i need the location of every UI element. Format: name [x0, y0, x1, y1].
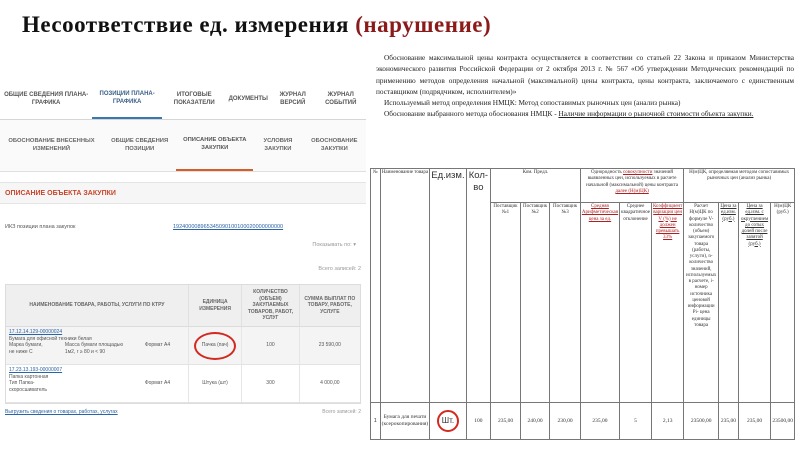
- sum-cell: 4 000,00: [320, 380, 340, 387]
- item-attr: Масса бумаги площадью 1м2, г ≥ 80 и < 90: [64, 342, 124, 355]
- qty-cell: 300: [242, 365, 299, 402]
- subheader-price-rounded: Цена за ед.изм. с округлением до сотых долей после запятой (руб.): [738, 203, 771, 403]
- header-qty: Кол-во: [466, 169, 491, 403]
- unit-value: Пачка (пач): [201, 342, 229, 349]
- section-title: ОПИСАНИЕ ОБЪЕКТА ЗАКУПКИ: [0, 182, 366, 204]
- row-unit: Шт.: [441, 416, 455, 425]
- column-header-qty: КОЛИЧЕСТВО (ОБЪЕМ) ЗАКУПАЕМЫХ ТОВАРОВ, РАБОТ, УСЛУГ: [242, 285, 299, 326]
- table-row[interactable]: [6, 327, 360, 365]
- export-items-link[interactable]: Выгрузить сведения о товарах, работах, услугах: [5, 409, 118, 415]
- row-variation: 2,13: [651, 403, 683, 440]
- plan-tabs: [0, 80, 366, 120]
- ikz-label: ИКЗ позиции плана закупок: [5, 224, 76, 230]
- row-qty: 100: [466, 403, 491, 440]
- chevron-down-icon: ▾: [353, 242, 356, 248]
- item-name-cell: [6, 365, 189, 402]
- method-paragraph: Используемый метод определения НМЦК: Метод сопоставимых рыночных цен (анализ рынка): [384, 98, 681, 108]
- row-unit-cell: [430, 403, 466, 440]
- item-name: Бумага для офисной техники белая: [9, 335, 92, 342]
- header-no: №: [371, 169, 381, 403]
- nmck-table: [370, 168, 795, 440]
- header-offers: Ком. Предл.: [491, 169, 581, 203]
- subheader-average: Средняя Арифметическая цена за ед.: [580, 203, 619, 403]
- table-row[interactable]: [6, 365, 360, 403]
- position-subtabs: [0, 120, 366, 172]
- highlight-circle: [437, 410, 459, 432]
- row-calc: 23500,00: [684, 403, 719, 440]
- ikz-link[interactable]: 192400008965345090100100020000000000: [173, 224, 284, 230]
- subheader-total: Н(м)ЦК (руб.): [771, 203, 795, 403]
- subtab-purchase-justification[interactable]: ОБОСНОВАНИЕ ЗАКУПКИ: [311, 137, 358, 152]
- tab-plan-positions[interactable]: ПОЗИЦИИ ПЛАНА-ГРАФИКА: [92, 80, 162, 119]
- header-uniformity: [580, 169, 683, 203]
- method-reason-paragraph: [376, 108, 794, 119]
- ktru-code-link[interactable]: 17.23.13.193-00000007: [9, 367, 63, 373]
- purchase-items-table: [5, 284, 361, 404]
- ktru-code-link[interactable]: 17.12.14.129-00000024: [9, 329, 63, 335]
- highlight-circle: [194, 332, 236, 360]
- row-std-dev: 5: [620, 403, 652, 440]
- slide-title-main: Несоответствие ед. измерения: [22, 12, 349, 37]
- subtab-position-info[interactable]: ОБЩИЕ СВЕДЕНИЯ ПОЗИЦИИ: [111, 137, 169, 152]
- unit-cell: Штука (шт): [189, 365, 242, 402]
- ikz-row: [0, 218, 366, 236]
- table-row: [371, 403, 795, 440]
- table-header-row: [371, 169, 795, 203]
- item-attributes: [9, 380, 185, 393]
- column-header-name: НАИМЕНОВАНИЕ ТОВАРА, РАБОТЫ, УСЛУГИ ПО КТРУ: [6, 285, 189, 326]
- row-supplier-3: 230,00: [550, 403, 580, 440]
- row-price: 235,00: [719, 403, 739, 440]
- column-header-sum: СУММА ВЫПЛАТ ПО ТОВАРУ, РАБОТЕ, УСЛУГЕ: [304, 295, 356, 315]
- table-header: [6, 285, 360, 327]
- tab-totals[interactable]: ИТОГОВЫЕ ПОКАЗАТЕЛИ: [173, 92, 215, 106]
- bottom-records-count: Всего записей: 2: [322, 409, 361, 415]
- item-attributes: [9, 342, 185, 355]
- subheader-supplier-3: Поставщик №3: [550, 203, 580, 403]
- header-uniformity-end: далее (Н(м)ЦК): [615, 188, 649, 194]
- subheader-calc: Расчет Н(м)ЦК по формуле V- количество (объем) закупаемого товара (работы, услуги), n- количество значений, используемых в расчете, i- номер источника ценовой информации Pi- цена единицы товара: [684, 203, 719, 403]
- row-name: Бумага для печати (ксерокопирования): [380, 403, 430, 440]
- page-size-selector[interactable]: [0, 242, 366, 254]
- page-size-label: Показывать по:: [312, 242, 352, 248]
- unit-cell: [189, 327, 242, 364]
- subheader-variation: Коэффициент вариации цен V (%) не должен превышать 33%: [651, 203, 683, 403]
- row-total: 23500,00: [771, 403, 795, 440]
- row-supplier-2: 240,00: [520, 403, 550, 440]
- item-attr: Тип Папка-скоросшиватель: [9, 380, 48, 393]
- row-average: 235,00: [580, 403, 619, 440]
- item-attr: Формат А4: [144, 342, 171, 348]
- justification-text: [376, 52, 794, 120]
- row-price-rounded: 235,00: [738, 403, 771, 440]
- method-reason-prefix: Обоснование выбранного метода обоснования НМЦК -: [384, 109, 559, 119]
- slide-title-paren: (нарушение): [355, 12, 492, 37]
- tab-version-log[interactable]: ЖУРНАЛ ВЕРСИЙ: [279, 92, 306, 106]
- slide-title: [22, 12, 491, 38]
- justification-paragraph: Обоснование максимальной цены контракта осуществляется в соответствии со статьей 22 Закона и приказом Министерства экономического развития Российской Федерации от 2 октября 2013 г. № 567 «Об утверждении Методических рекомендаций по применению методов определения начальной (максимальной) цены контракта, цены контракта, заключаемого с единственным поставщиком (подрядчиком, исполнителем)»: [376, 53, 794, 96]
- subtab-purchase-conditions[interactable]: УСЛОВИЯ ЗАКУПКИ: [263, 137, 293, 152]
- item-name: Папка картонная: [9, 373, 49, 380]
- header-nmck: Н(м)ЦК, определяемая методом сопоставимых рыночных цен (анализ рынка): [684, 169, 795, 203]
- header-uniformity-pre: Однородность: [591, 170, 623, 175]
- tab-documents[interactable]: ДОКУМЕНТЫ: [228, 95, 268, 102]
- method-reason-underlined: Наличие информации о рыночной стоимости объекта закупки.: [558, 109, 754, 119]
- header-uniformity-post: значений выявленных цен, используемых в расчете начальной (максимальной) цены контракта: [586, 170, 678, 188]
- row-supplier-1: 235,00: [491, 403, 521, 440]
- tab-event-log[interactable]: ЖУРНАЛ СОБЫТИЙ: [325, 92, 357, 106]
- row-no: 1: [371, 403, 381, 440]
- subheader-supplier-1: Поставщик №1: [491, 203, 521, 403]
- records-count: Всего записей: 2: [318, 266, 361, 272]
- procurement-form-panel: [0, 80, 366, 442]
- header-unit: Ед.изм.: [430, 169, 466, 403]
- header-uniformity-red: совокупности: [622, 170, 653, 175]
- column-header-unit: ЕДИНИЦА ИЗМЕРЕНИЯ: [189, 285, 242, 326]
- subheader-supplier-2: Поставщик №2: [520, 203, 550, 403]
- item-name-cell: [6, 327, 189, 364]
- qty-cell: 100: [242, 327, 299, 364]
- subheader-std-dev: Среднее квадратичное отклонение: [620, 203, 652, 403]
- header-name: Наименование товара: [380, 169, 430, 403]
- item-attr: [77, 380, 127, 393]
- subtab-changes-justification[interactable]: ОБОСНОВАНИЕ ВНЕСЕННЫХ ИЗМЕНЕНИЙ: [8, 137, 95, 152]
- sum-cell: 23 590,00: [318, 342, 341, 349]
- item-attr: Формат А4: [144, 380, 171, 386]
- bottom-bar: [5, 409, 361, 415]
- subheader-price: Цена за ед.изм. (руб.): [719, 203, 739, 403]
- item-attr: Марка бумаги, не ниже С: [9, 342, 43, 355]
- subtab-object-description[interactable]: ОПИСАНИЕ ОБЪЕКТА ЗАКУПКИ: [176, 120, 253, 171]
- tab-general-plan[interactable]: ОБЩИЕ СВЕДЕНИЯ ПЛАНА-ГРАФИКА: [4, 92, 89, 106]
